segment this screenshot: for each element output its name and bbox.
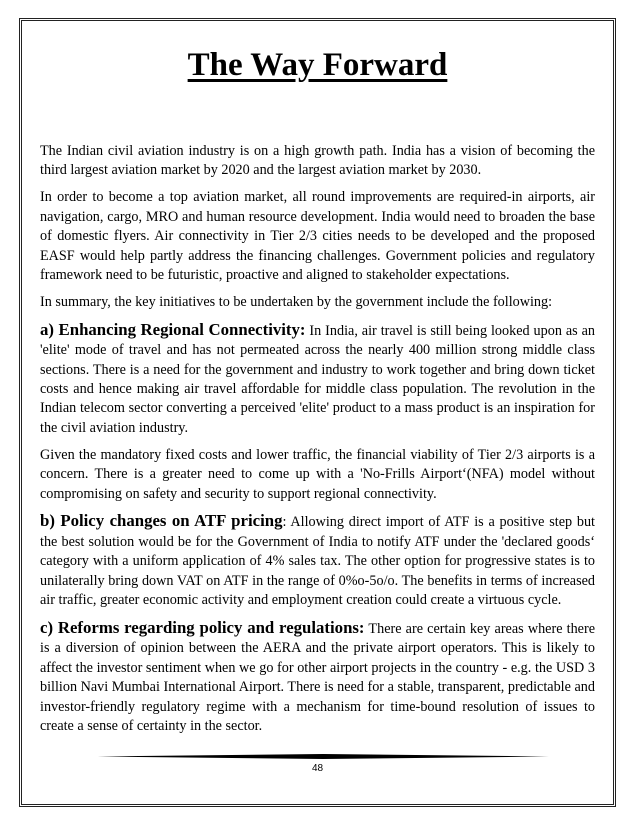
section-c-heading: c) Reforms regarding policy and regulations: [40,617,365,637]
body-text [40,142,595,744]
paragraph-intro: The Indian civil aviation industry is on a high growth path. India has a vision of becoming the third largest aviation market by 2020 and the largest aviation market by 2030. [40,143,595,179]
section-a-text: In India, air travel is still being looked upon as an 'elite' mode of travel and has not permeated across the nearly 400 million strong middle class sections. There is a need for the government and industry to work together and bring down ticket costs and hence making air travel affordable for middle class population. The revolution in the Indian telecom sector converting a perceived 'elite' product to a mass product is an inspiration for the civil aviation industry. [40,322,595,436]
footer-divider [97,754,549,759]
paragraph-improvements: In order to become a top aviation market, all round improvements are required-in airports, air navigation, cargo, MRO and human resource development. India would need to broaden the base of domestic flyers. Air connectivity in Tier 2/3 cities needs to be developed and the proposed EASF would help partly address the financing challenges. Government policies and regulatory framework need to be futuristic, proactive and aligned to stakeholder expectations. [40,189,595,283]
section-c [40,618,595,736]
section-a [40,320,595,438]
section-b-text: : Allowing direct import of ATF is a positive step but the best solution would be for the Government of India to notify ATF under the 'declared goods‘ category with a uniform application of 4% sales tax. The other option for progressive states is to unilaterally bring down VAT on ATF in the range of 0%o-5o/o. The benefits in terms of increased air traffic, greater economic activity and employment creation could create a virtuous cycle. [40,514,595,609]
page-border [19,18,616,807]
paragraph-viability: Given the mandatory fixed costs and lower traffic, the financial viability of Tier 2/3 airports is a concern. There is a greater need to come up with a 'No-Frills Airport‘(NFA) model without compromising on safety and security to support regional connectivity. [40,446,595,502]
section-a-heading: a) Enhancing Regional Connectivity: [40,319,306,339]
section-c-text: There are certain key areas where there is a diversion of opinion between the AERA and the private airport operators. This is likely to affect the investor sentiment when we go for other airport projects in the country - e.g. the USD 3 billion Navi Mumbai International Airport. There is need for a stable, transparent, predictable and investor-friendly regulatory regime with a mechanism for time-bound resolution of issues to create a sense of certainty in the sector. [40,620,596,734]
page-title: The Way Forward [187,47,448,83]
section-b [40,511,595,610]
paragraph-summary: In summary, the key initiatives to be undertaken by the government include the following: [40,293,553,310]
page-number: 48 [311,763,324,774]
section-b-heading: b) Policy changes on ATF pricing [40,511,283,531]
